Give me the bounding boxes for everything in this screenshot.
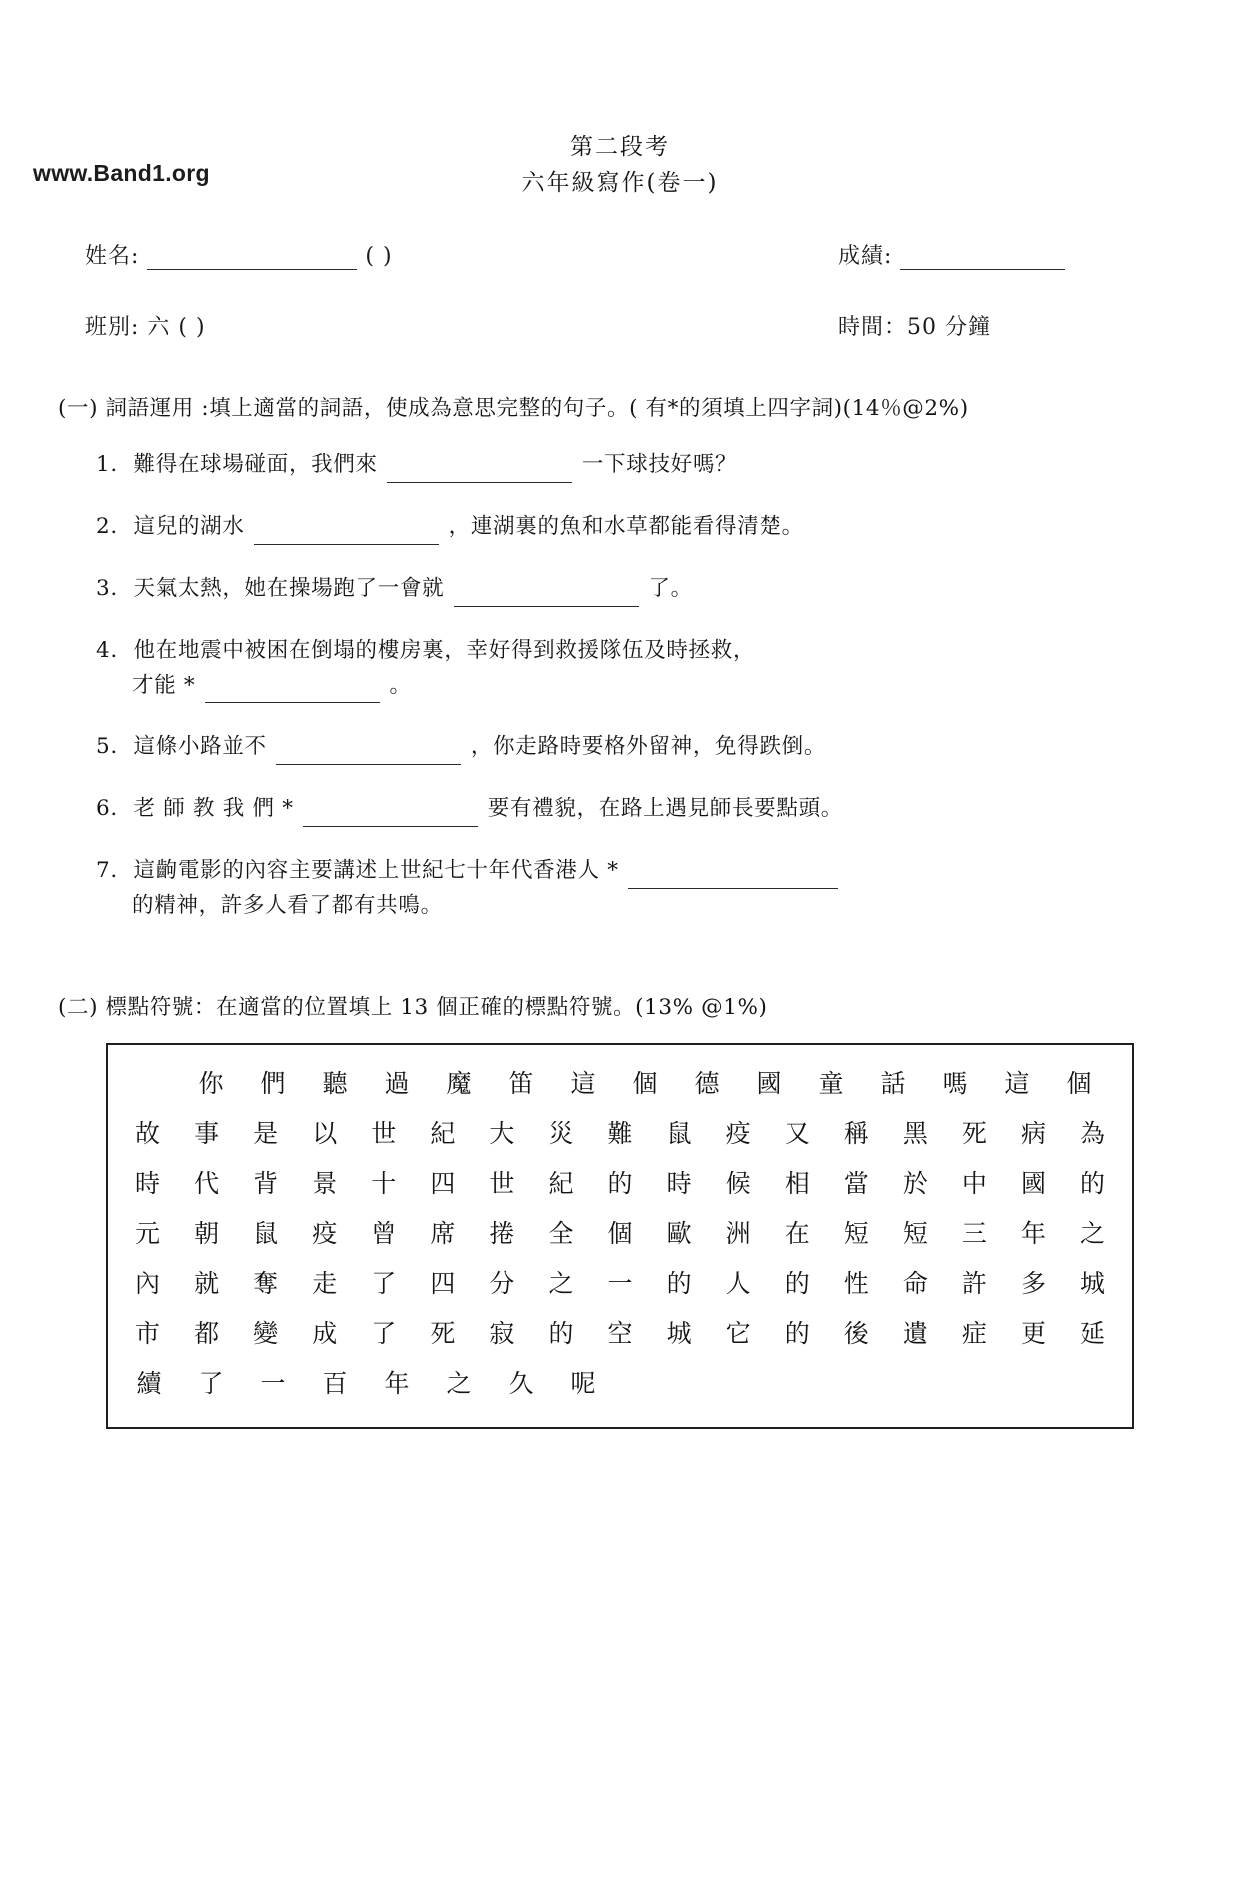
section-1-heading: (一) 詞語運用 :填上適當的詞語，使成為意思完整的句子。( 有*的須填上四字詞)(14％@2%)	[58, 396, 969, 422]
grid-cell[interactable]: 代	[194, 1169, 220, 1199]
question-1-text-a: 難得在球場碰面，我們來	[133, 452, 378, 478]
question-4-text-c: 。	[389, 672, 412, 698]
question-4-text-a: 他在地震中被困在倒塌的樓房裏，幸好得到救援隊伍及時拯救，	[133, 637, 756, 663]
question-6-blank[interactable]	[303, 806, 478, 827]
grid-cell[interactable]: 是	[253, 1119, 279, 1149]
grid-cell[interactable]: 十	[371, 1169, 397, 1199]
grid-cell[interactable]: 疫	[312, 1219, 338, 1249]
grid-cell[interactable]: 鼠	[253, 1219, 279, 1249]
grid-cell[interactable]: 死	[961, 1119, 987, 1149]
grid-cell[interactable]: 全	[548, 1219, 574, 1249]
grid-cell[interactable]: 奪	[253, 1269, 279, 1299]
grid-cell[interactable]: 故	[135, 1119, 161, 1149]
info-right-column	[838, 239, 1065, 341]
grid-cell[interactable]: 性	[843, 1269, 869, 1299]
grid-cell[interactable]: 都	[194, 1319, 220, 1349]
question-3-number: 3.	[96, 575, 118, 601]
grid-cell[interactable]: 曾	[371, 1219, 397, 1249]
grid-cell[interactable]: 的	[784, 1269, 810, 1299]
name-label: 姓名:	[85, 244, 140, 270]
grid-cell[interactable]: 過	[384, 1069, 410, 1099]
grid-row	[118, 1259, 1122, 1309]
name-input-line[interactable]	[147, 248, 357, 270]
question-7-number: 7.	[96, 858, 118, 884]
grid-cell[interactable]: 市	[135, 1319, 161, 1349]
grid-cell[interactable]: 洲	[725, 1219, 751, 1249]
grid-cell[interactable]: 當	[843, 1169, 869, 1199]
grid-cell[interactable]: 三	[961, 1219, 987, 1249]
grid-cell[interactable]: 症	[961, 1319, 987, 1349]
question-1-number: 1.	[96, 452, 118, 478]
grid-cell[interactable]: 後	[843, 1319, 869, 1349]
question-7-line-2	[96, 889, 1180, 924]
grid-cell[interactable]: 這	[1004, 1069, 1030, 1099]
grid-cell[interactable]: 大	[489, 1119, 515, 1149]
question-7-blank[interactable]	[628, 868, 838, 889]
question-7-text-b: 的精神，許多人看了都有共鳴。	[132, 892, 443, 918]
grid-cell[interactable]: 們	[260, 1069, 286, 1099]
section-1-questions	[0, 448, 1240, 923]
info-left-column	[85, 239, 393, 341]
question-5-number: 5.	[96, 734, 118, 760]
class-label: 班別: 六 ( )	[85, 315, 206, 341]
grid-cell[interactable]: 年	[384, 1369, 410, 1399]
name-paren: ( )	[365, 244, 393, 270]
grid-cell[interactable]: 世	[371, 1119, 397, 1149]
grid-cell[interactable]: 許	[961, 1269, 987, 1299]
grid-cell[interactable]: 為	[1080, 1119, 1106, 1149]
grid-cell[interactable]: 朝	[194, 1219, 220, 1249]
watermark-text: www.Band1.org	[33, 160, 210, 186]
grid-cell[interactable]: 紀	[430, 1119, 456, 1149]
grid-cell[interactable]: 成	[312, 1319, 338, 1349]
question-4-line-2	[96, 669, 1180, 704]
grid-cell[interactable]: 之	[1080, 1219, 1106, 1249]
grid-cell[interactable]: 的	[548, 1319, 574, 1349]
grid-cell[interactable]: 在	[784, 1219, 810, 1249]
grid-cell[interactable]: 景	[312, 1169, 338, 1199]
grid-cell[interactable]: 四	[430, 1169, 456, 1199]
question-1-blank[interactable]	[387, 462, 572, 483]
section-2-heading: (二) 標點符號：在適當的位置填上 13 個正確的標點符號。(13% @1%)	[58, 994, 768, 1020]
grid-cell[interactable]: 鼠	[666, 1119, 692, 1149]
question-1	[96, 448, 1180, 483]
grid-row	[118, 1059, 1122, 1109]
question-3	[96, 572, 1180, 607]
question-5-text-b: ，你走路時要格外留神，免得跌倒。	[470, 734, 827, 760]
grid-cell[interactable]: 世	[489, 1169, 515, 1199]
grid-cell[interactable]: 這	[570, 1069, 596, 1099]
question-2-number: 2.	[96, 514, 118, 540]
grid-cell[interactable]: 的	[784, 1319, 810, 1349]
question-2	[96, 510, 1180, 545]
grid-cell[interactable]: 疫	[725, 1119, 751, 1149]
grid-cell[interactable]: 中	[961, 1169, 987, 1199]
grid-cell[interactable]: 走	[312, 1269, 338, 1299]
question-6-number: 6.	[96, 796, 118, 822]
grid-cell[interactable]: 變	[253, 1319, 279, 1349]
question-4-text-b: 才能 *	[132, 672, 196, 698]
grid-cell[interactable]: 國	[1020, 1169, 1046, 1199]
grid-cell[interactable]: 一	[260, 1369, 286, 1399]
grid-cell[interactable]: 久	[508, 1369, 534, 1399]
grid-cell[interactable]: 它	[725, 1319, 751, 1349]
grid-cell[interactable]: 嗎	[942, 1069, 968, 1099]
question-5-blank[interactable]	[276, 744, 461, 765]
grid-cell[interactable]: 百	[322, 1369, 348, 1399]
grid-cell[interactable]: 聽	[322, 1069, 348, 1099]
grid-cell[interactable]: 個	[632, 1069, 658, 1099]
score-label: 成績:	[838, 244, 893, 270]
title-line-2: 六年級寫作(卷一)	[521, 169, 719, 196]
question-4	[96, 634, 1180, 704]
grid-cell[interactable]: 時	[135, 1169, 161, 1199]
class-row	[85, 310, 393, 341]
grid-cell[interactable]: 人	[725, 1269, 751, 1299]
grid-row	[118, 1309, 1122, 1359]
grid-cell[interactable]: 難	[607, 1119, 633, 1149]
grid-cell[interactable]: 了	[371, 1269, 397, 1299]
score-row	[838, 239, 1065, 270]
grid-cell[interactable]: 之	[446, 1369, 472, 1399]
question-2-blank[interactable]	[254, 524, 439, 545]
question-7	[96, 854, 1180, 924]
grid-cell[interactable]: 內	[135, 1269, 161, 1299]
grid-cell[interactable]: 城	[666, 1319, 692, 1349]
grid-cell[interactable]: 呢	[570, 1369, 596, 1399]
grid-cell[interactable]: 時	[666, 1169, 692, 1199]
grid-cell[interactable]: 以	[312, 1119, 338, 1149]
time-row	[838, 310, 1065, 341]
grid-cell[interactable]: 遺	[902, 1319, 928, 1349]
punctuation-grid[interactable]	[106, 1043, 1134, 1429]
grid-cell[interactable]: 你	[198, 1069, 224, 1099]
grid-cell[interactable]: 候	[725, 1169, 751, 1199]
question-3-text-a: 天氣太熱，她在操場跑了一會就	[133, 575, 445, 601]
grid-cell[interactable]: 德	[694, 1069, 720, 1099]
question-3-blank[interactable]	[454, 586, 639, 607]
grid-cell[interactable]: 了	[371, 1319, 397, 1349]
score-input-line[interactable]	[900, 248, 1065, 270]
grid-cell[interactable]: 更	[1020, 1319, 1046, 1349]
grid-cell[interactable]: 背	[253, 1169, 279, 1199]
grid-cell[interactable]: 了	[198, 1369, 224, 1399]
grid-cell[interactable]: 城	[1080, 1269, 1106, 1299]
question-4-number: 4.	[96, 637, 118, 663]
grid-row	[118, 1159, 1122, 1209]
title-line-1: 第二段考	[570, 134, 670, 160]
grid-cell[interactable]: 相	[784, 1169, 810, 1199]
question-6-text-b: 要有禮貌，在路上遇見師長要點頭。	[487, 796, 843, 822]
grid-cell[interactable]: 多	[1020, 1269, 1046, 1299]
grid-cell[interactable]: 童	[818, 1069, 844, 1099]
question-2-text-a: 這兒的湖水	[133, 514, 245, 540]
grid-cell[interactable]: 的	[666, 1269, 692, 1299]
grid-cell[interactable]: 捲	[489, 1219, 515, 1249]
grid-cell[interactable]: 寂	[489, 1319, 515, 1349]
grid-cell[interactable]: 黑	[902, 1119, 928, 1149]
grid-cell[interactable]: 元	[135, 1219, 161, 1249]
name-row	[85, 239, 393, 270]
grid-cell[interactable]: 個	[607, 1219, 633, 1249]
grid-row	[118, 1359, 1122, 1409]
student-info-block	[0, 239, 1240, 341]
grid-cell[interactable]: 稱	[843, 1119, 869, 1149]
grid-cell[interactable]: 病	[1020, 1119, 1046, 1149]
grid-cell[interactable]: 魔	[446, 1069, 472, 1099]
time-label: 時間：50 分鐘	[838, 315, 991, 341]
grid-cell[interactable]: 紀	[548, 1169, 574, 1199]
question-6	[96, 792, 1180, 827]
grid-cell[interactable]: 又	[784, 1119, 810, 1149]
grid-cell[interactable]: 的	[1080, 1169, 1106, 1199]
grid-cell[interactable]: 國	[756, 1069, 782, 1099]
grid-row	[118, 1109, 1122, 1159]
question-5	[96, 730, 1180, 765]
grid-cell[interactable]: 分	[489, 1269, 515, 1299]
grid-cell[interactable]: 笛	[508, 1069, 534, 1099]
question-7-text-a: 這齣電影的內容主要講述上世紀七十年代香港人 *	[133, 858, 619, 884]
exam-page	[0, 130, 1240, 1884]
grid-cell[interactable]: 於	[902, 1169, 928, 1199]
grid-cell[interactable]: 之	[548, 1269, 574, 1299]
grid-cell[interactable]: 續	[136, 1369, 162, 1399]
grid-cell[interactable]: 災	[548, 1119, 574, 1149]
grid-cell[interactable]: 死	[430, 1319, 456, 1349]
grid-cell[interactable]: 短	[902, 1219, 928, 1249]
grid-cell[interactable]: 延	[1080, 1319, 1106, 1349]
grid-cell[interactable]: 席	[430, 1219, 456, 1249]
question-1-text-b: 一下球技好嗎？	[581, 452, 738, 478]
grid-cell[interactable]: 空	[607, 1319, 633, 1349]
question-4-blank[interactable]	[205, 682, 380, 703]
grid-cell[interactable]: 命	[902, 1269, 928, 1299]
grid-cell[interactable]: 個	[1066, 1069, 1092, 1099]
question-3-text-b: 了。	[648, 575, 693, 601]
grid-cell[interactable]: 一	[607, 1269, 633, 1299]
question-2-text-b: ，連湖裏的魚和水草都能看得清楚。	[448, 514, 804, 540]
grid-cell[interactable]: 年	[1020, 1219, 1046, 1249]
grid-cell[interactable]: 四	[430, 1269, 456, 1299]
grid-cell[interactable]: 歐	[666, 1219, 692, 1249]
grid-cell[interactable]: 話	[880, 1069, 906, 1099]
question-5-text-a: 這條小路並不	[133, 734, 267, 760]
grid-row	[118, 1209, 1122, 1259]
question-6-text-a: 老 師 教 我 們 *	[133, 796, 294, 822]
grid-cell[interactable]: 就	[194, 1269, 220, 1299]
grid-cell[interactable]: 的	[607, 1169, 633, 1199]
grid-cell[interactable]: 事	[194, 1119, 220, 1149]
grid-cell[interactable]: 短	[843, 1219, 869, 1249]
